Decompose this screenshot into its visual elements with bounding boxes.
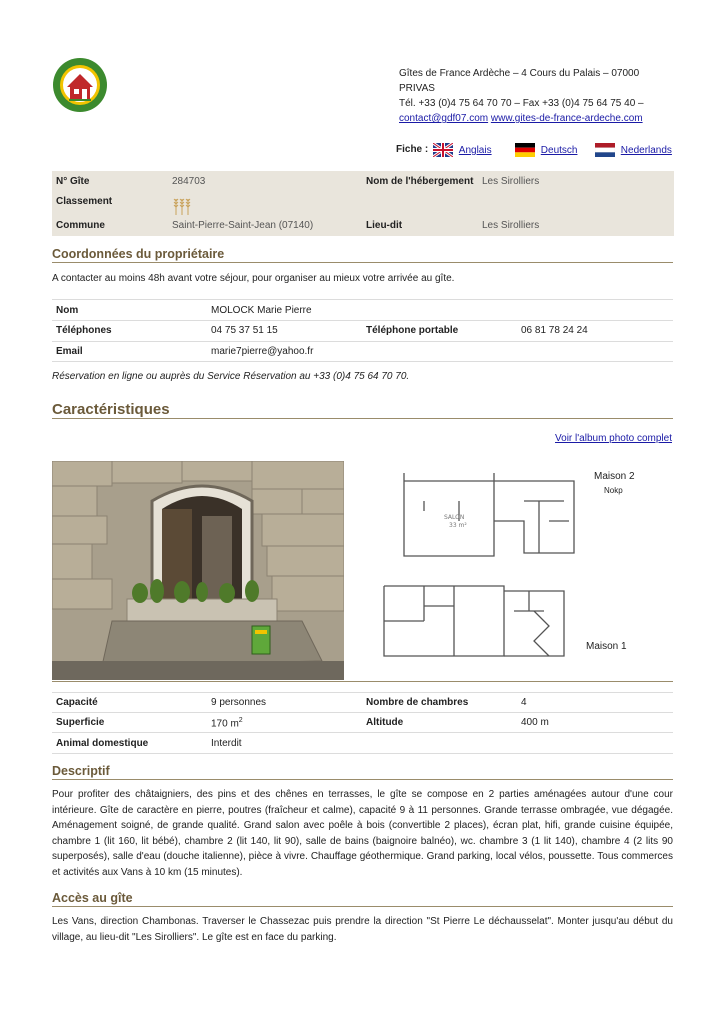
accommodation-name-value: Les Sirolliers	[482, 176, 540, 187]
identification-table	[52, 171, 674, 236]
access-rule	[52, 906, 673, 907]
website-link[interactable]: www.gites-de-france-ardeche.com	[490, 113, 643, 124]
divider	[52, 753, 673, 754]
plan-label-maison-2: Maison 2	[594, 471, 635, 482]
characteristics-rule	[52, 418, 673, 419]
owner-section-title: Coordonnées du propriétaire	[52, 247, 225, 261]
description-text: Pour profiter des châtaigniers, des pins et des chênes en terrasses, le gîte se compose en 2 parties aménagées autour d'une cour intérieure. Gîte de caractère en pierre, poutres (fraîcheur et calme), capacité 9 à 11 personnes. Grande terrasse ombragée, vue dégagée. Aménagement soigné, de grande qualité. Grand salon avec poêle à bois (convertible 2 places), écran plat, hifi, grande cuisine équipée, chambre 1 (lit 160, lit bébé), chambre 2 (lit 140, lit 90), salle de bains (baignoire balnéo), wc. chambre 3 (1 lit 140), chambre 4 (2 lits 90 superposés), salle d'eau (douche italienne), pièce à vivre. Chauffage géothermique. Grand parking, local vélos, poussette. Tous commerces et activités aux Vans à 10 km (15 minutes).	[52, 789, 673, 878]
capacity-value: 9 personnes	[211, 697, 267, 708]
gite-number-label: N° Gîte	[56, 176, 90, 187]
owner-name-label: Nom	[56, 305, 79, 316]
bedrooms-value: 4	[521, 697, 527, 708]
phones-value: 04 75 37 51 15	[211, 325, 278, 336]
mobile-value: 06 81 78 24 24	[521, 325, 588, 336]
surface-value: 170 $m^2$	[211, 717, 243, 730]
lang-nederlands-link[interactable]: Nederlands	[620, 144, 672, 156]
owner-intro: A contacter au moins 48h avant votre séjour, pour organiser au mieux votre arrivée au gîte.	[52, 273, 455, 284]
description-title: Descriptif	[52, 764, 110, 778]
house-photo[interactable]	[52, 461, 344, 680]
lang-anglais-link[interactable]: Anglais	[458, 144, 492, 156]
classement-epis-icon	[172, 196, 192, 219]
mobile-label: Téléphone portable	[366, 325, 459, 336]
email-value: marie7pierre@yahoo.fr	[211, 346, 314, 357]
lang-deutsch[interactable]	[515, 143, 577, 157]
surface-label: Superficie	[56, 717, 105, 728]
gite-number-value: 284703	[172, 176, 206, 187]
altitude-label: Altitude	[366, 717, 404, 728]
description-rule	[52, 779, 673, 780]
bedrooms-label: Nombre de chambres	[366, 697, 469, 708]
lieu-dit-value: Les Sirolliers	[482, 220, 540, 231]
lang-nederlands[interactable]	[595, 143, 672, 157]
characteristics-title: Caractéristiques	[52, 401, 170, 418]
germany-flag-icon	[515, 143, 535, 157]
email-label: Email	[56, 346, 83, 357]
divider	[52, 361, 673, 362]
commune-label: Commune	[56, 220, 105, 231]
organization-address	[399, 66, 689, 126]
commune-value: Saint-Pierre-Saint-Jean (07140)	[172, 220, 314, 231]
capacity-label: Capacité	[56, 697, 98, 708]
owner-name-value: MOLOCK Marie Pierre	[211, 305, 312, 316]
pets-value: Interdit	[211, 738, 242, 749]
fiche-label: Fiche :	[396, 144, 429, 155]
floor-plan-image[interactable]	[364, 461, 673, 680]
divider	[52, 732, 673, 733]
plan-handwritten-note: Nokp	[604, 486, 623, 495]
divider	[52, 341, 673, 342]
pets-label: Animal domestique	[56, 738, 149, 749]
divider	[52, 320, 673, 321]
lang-anglais[interactable]	[433, 143, 492, 157]
accommodation-name-label: Nom de l'hébergement	[366, 176, 474, 187]
org-line-2: PRIVAS	[399, 83, 435, 94]
org-line-3: Tél. +33 (0)4 75 64 70 70 – Fax +33 (0)4 75 64 75 40 –	[399, 98, 644, 109]
altitude-value: 400 m	[521, 717, 549, 728]
divider	[52, 712, 673, 713]
photo-album-link[interactable]: Voir l'album photo complet	[555, 433, 672, 444]
plan-salon-area: 33 m²	[449, 522, 467, 529]
photos-rule	[52, 681, 673, 682]
gites-de-france-logo	[52, 57, 108, 113]
access-text: Les Vans, direction Chambonas. Traverser le Chassezac puis prendre la direction "St Pierre Le déchausselat". Monter jusqu'au début du village, au lieu-dit "Les Sirolliers". Le gîte est en face du parking.	[52, 916, 673, 943]
netherlands-flag-icon	[595, 143, 615, 157]
divider	[52, 299, 673, 300]
owner-section-rule	[52, 262, 673, 263]
reservation-note: Réservation en ligne ou auprès du Service Réservation au +33 (0)4 75 64 70 70.	[52, 371, 410, 382]
lieu-dit-label: Lieu-dit	[366, 220, 403, 231]
uk-flag-icon	[433, 143, 453, 157]
classement-label: Classement	[56, 196, 113, 207]
plan-salon-label: SALON	[444, 514, 465, 521]
plan-label-maison-1: Maison 1	[586, 641, 627, 652]
access-title: Accès au gîte	[52, 891, 133, 905]
phones-label: Téléphones	[56, 325, 112, 336]
contact-email-link[interactable]: contact@gdf07.com	[399, 113, 489, 124]
lang-deutsch-link[interactable]: Deutsch	[540, 144, 578, 156]
divider	[52, 692, 673, 693]
org-line-1: Gîtes de France Ardèche – 4 Cours du Palais – 07000	[399, 68, 640, 79]
